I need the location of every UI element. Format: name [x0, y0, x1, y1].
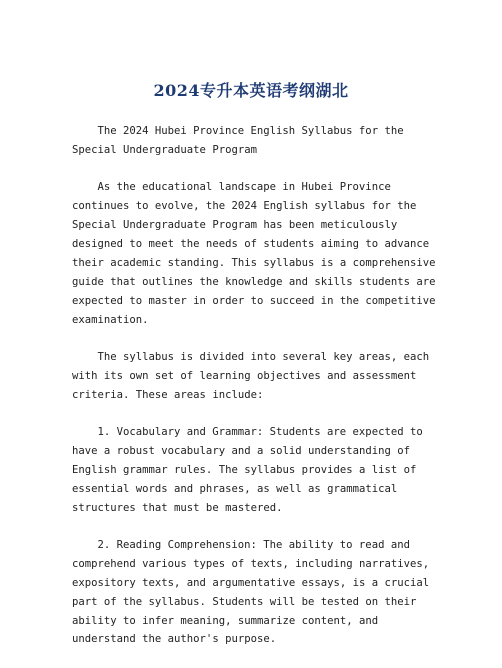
overview-paragraph: The syllabus is divided into several key areas, each with its own set of learning objectives and assessment criteria. These areas include:: [72, 350, 430, 401]
reading-comprehension-paragraph: 2. Reading Comprehension: The ability to read and comprehend various types of texts, including narratives, expository texts, and argumentative essays, is a crucial part of the syllabus. Students will be tested on their ability to infer meaning, summarize content, and understand the author's purpose.: [72, 538, 430, 646]
document-title: 2024专升本英语考纲湖北: [153, 81, 349, 100]
document-body: [72, 122, 436, 668]
intro-paragraph: As the educational landscape in Hubei Province continues to evolve, the 2024 English syllabus for the Special Undergraduate Program has been meticulously designed to meet the needs of students aiming to advance their academic standing. This syllabus is a comprehensive guide that outlines the knowledge and skills students are expected to master in order to succeed in the competitive examination.: [72, 181, 436, 326]
vocabulary-grammar-paragraph: 1. Vocabulary and Grammar: Students are expected to have a robust vocabulary and a solid understanding of English grammar rules. The syllabus provides a list of essential words and phrases, as well as grammatical structures that must be mastered.: [72, 425, 423, 514]
subtitle-paragraph: The 2024 Hubei Province English Syllabus for the Special Undergraduate Program: [72, 125, 404, 156]
